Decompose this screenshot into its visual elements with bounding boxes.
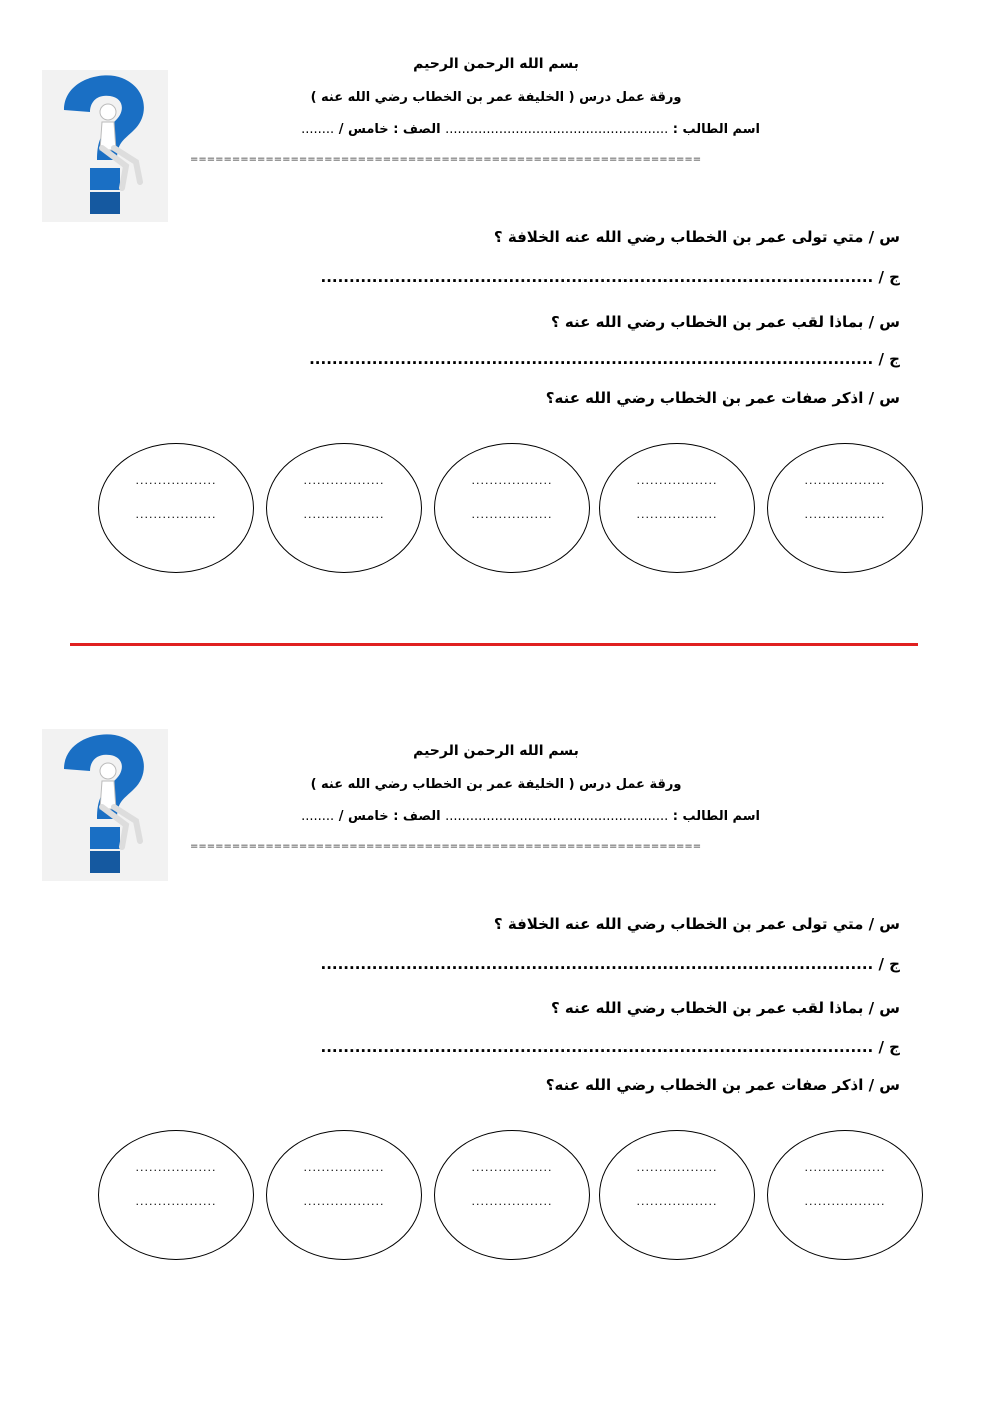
answer-label: ج / <box>878 268 900 286</box>
cut-divider-line <box>70 643 918 646</box>
class-value: خامس / <box>338 122 389 137</box>
trait-blank[interactable]: .................. <box>471 1161 553 1174</box>
answer-2 <box>309 350 900 368</box>
trait-ellipse-3[interactable] <box>434 443 590 573</box>
student-info-line <box>230 809 760 824</box>
student-name-blank[interactable]: ...................................................... <box>445 122 669 137</box>
trait-blank[interactable]: .................. <box>636 1195 718 1208</box>
trait-blank[interactable]: .................. <box>804 474 886 487</box>
trait-blank[interactable]: .................. <box>804 1195 886 1208</box>
trait-blank[interactable]: .................. <box>303 1195 385 1208</box>
class-blank[interactable]: ........ <box>301 122 335 137</box>
question-1: س / متي تولى عمر بن الخطاب رضي الله عنه الخلافة ؟ <box>493 915 900 933</box>
answer-label: ج / <box>878 955 900 973</box>
student-name-label: اسم الطالب : <box>672 122 760 137</box>
trait-ellipse-1[interactable] <box>767 443 923 573</box>
answer-label: ج / <box>878 1038 900 1056</box>
trait-blank[interactable]: .................. <box>303 508 385 521</box>
trait-blank[interactable]: .................. <box>804 1161 886 1174</box>
trait-ellipse-2[interactable] <box>599 1130 755 1260</box>
trait-blank[interactable]: .................. <box>135 1161 217 1174</box>
answer-2-blank[interactable]: ................................................................................................... <box>309 350 874 368</box>
class-label: الصف : <box>393 122 441 137</box>
trait-blank[interactable]: .................. <box>303 474 385 487</box>
class-label: الصف : <box>393 809 441 824</box>
answer-2-blank[interactable]: ................................................................................................. <box>320 1038 874 1056</box>
basmala: بسم الله الرحمن الرحيم <box>413 743 579 759</box>
answer-1-blank[interactable]: ................................................................................................. <box>320 955 874 973</box>
student-name-label: اسم الطالب : <box>672 809 760 824</box>
trait-blank[interactable]: .................. <box>636 508 718 521</box>
header-separator: ============================================================= <box>190 154 702 164</box>
trait-ellipse-2[interactable] <box>599 443 755 573</box>
class-value: خامس / <box>338 809 389 824</box>
trait-ellipse-4[interactable] <box>266 1130 422 1260</box>
question-1: س / متي تولى عمر بن الخطاب رضي الله عنه الخلافة ؟ <box>493 228 900 246</box>
question-2: س / بماذا لقب عمر بن الخطاب رضي الله عنه ؟ <box>551 999 900 1017</box>
class-blank[interactable]: ........ <box>301 809 335 824</box>
answer-label: ج / <box>878 350 900 368</box>
trait-ellipse-4[interactable] <box>266 443 422 573</box>
answer-1 <box>321 268 900 286</box>
worksheet-title: ورقة عمل درس ( الخليفة عمر بن الخطاب رضي الله عنه ) <box>310 777 682 792</box>
answer-1-blank[interactable]: ................................................................................................. <box>320 268 874 286</box>
answer-1 <box>321 955 900 973</box>
worksheet-title: ورقة عمل درس ( الخليفة عمر بن الخطاب رضي الله عنه ) <box>310 90 682 105</box>
answer-2 <box>321 1038 900 1056</box>
trait-blank[interactable]: .................. <box>135 474 217 487</box>
student-name-blank[interactable]: ...................................................... <box>445 809 669 824</box>
trait-blank[interactable]: .................. <box>303 1161 385 1174</box>
worksheet-top <box>0 40 992 680</box>
basmala: بسم الله الرحمن الرحيم <box>413 56 579 72</box>
worksheet-bottom <box>0 727 992 1367</box>
trait-ellipse-5[interactable] <box>98 443 254 573</box>
trait-blank[interactable]: .................. <box>636 1161 718 1174</box>
trait-ellipse-3[interactable] <box>434 1130 590 1260</box>
question-3: س / اذكر صفات عمر بن الخطاب رضي الله عنه؟ <box>545 389 900 407</box>
trait-blank[interactable]: .................. <box>471 474 553 487</box>
header-separator: ============================================================= <box>190 841 702 851</box>
trait-blank[interactable]: .................. <box>135 508 217 521</box>
student-info-line <box>230 122 760 137</box>
question-2: س / بماذا لقب عمر بن الخطاب رضي الله عنه ؟ <box>551 313 900 331</box>
trait-ellipse-1[interactable] <box>767 1130 923 1260</box>
trait-blank[interactable]: .................. <box>471 508 553 521</box>
trait-blank[interactable]: .................. <box>636 474 718 487</box>
question-3: س / اذكر صفات عمر بن الخطاب رضي الله عنه؟ <box>545 1076 900 1094</box>
trait-blank[interactable]: .................. <box>135 1195 217 1208</box>
trait-ellipse-5[interactable] <box>98 1130 254 1260</box>
trait-blank[interactable]: .................. <box>804 508 886 521</box>
trait-blank[interactable]: .................. <box>471 1195 553 1208</box>
